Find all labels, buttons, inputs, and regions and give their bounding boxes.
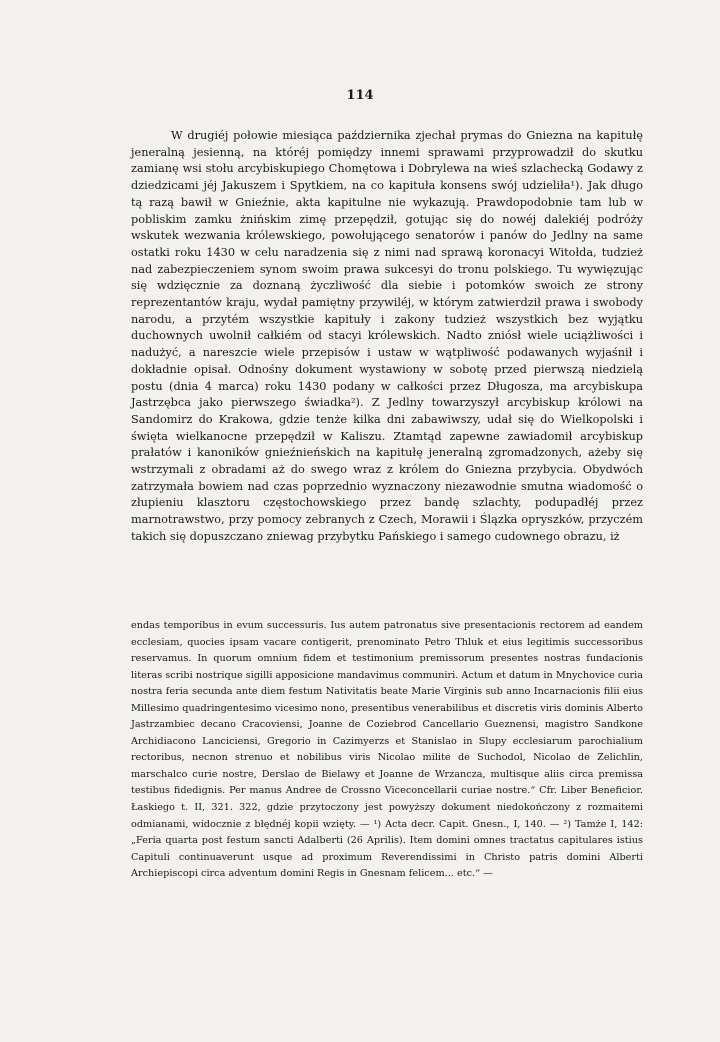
main-text: W drugiéj połowie miesiąca października zjechał prymas do Gniezna na kapitułę jeneralną jesienną, na któréj pomiędzy innemi sprawami przyprowadził do skutku zamianę wsi stołu arcybiskupiego Chomętowa i Dobrylewa na wieś szlachecką Godawy z dziedzicami jéj Jakuszem i Spytkiem, na co kapituła konsens swój udzieliła¹). Jak długo tą razą bawił w Gnieźnie, akta kapitulne nie wykazują. Prawdopodobnie tam lub w pobliskim zamku żnińskim zimę przepędził, gotując się do nowéj dalekiéj podróży wskutek wezwania królewskiego, powołującego senatorów i panów do Jedlny na same ostatki roku 1430 w celu naradzenia się z nimi nad sprawą koronacyi Witołda, tudzież nad zabezpieczeniem synom swoim prawa sukcesyi do tronu polskiego. Tu wywięzując się wdzięcznie za doznaną życzliwość dla siebie i potomków swoich ze strony reprezentantów kraju, wydał pamiętny przywiléj, w którym zatwierdził prawa i swobody narodu, a przytém wszystkie kapituły i zakony tudzież wszystkich bez wyjątku duchownych uwolnił całkiém od stacyi królewskich. Nadto zniósł wiele uciążliwości i nadużyć, a nareszcie wiele przepisów i ustaw w wątpliwość podawanych wyjaśnił i dokładnie opisał. Odnośny dokument wystawiony w sobotę przed pierwszą niedzielą postu (dnia 4 marca) roku 1430 podany w całkości przez Długosza, ma arcybiskupa Jastrzębca jako pierwszego świadka²). Z Jedlny towarzyszył arcybiskup królowi na Sandomirz do Krakowa, gdzie tenże kilka dni zabawiwszy, udał się do Wielkopolski i święta wielkanocne przepędził w Kaliszu. Ztamtąd zapewne zawiadomił arcybiskup prałatów i kanoników gnieźnieńskich na kapitułę jeneralną zgromadzonych, ażeby się wstrzymali z obradami aż do swego wraz z królem do Gniezna przybycia. Obydwóch zatrzymała bowiem nad czas poprzednio wyznaczony niezawodnie smutna wiadomość o złupieniu klasztoru częstochowskiego przez bandę szlachty, podupadłéj przez marnotrawstwo, przy pomocy zebranych z Czech, Morawii i Ślązka opryszków, przyczém takich się dopuszczano zniewag przybytku Pańskiego i samego cudownego obrazu, iż xyxy=(131,129,643,543)
page-number: 114 xyxy=(346,88,374,103)
footnotes: endas temporibus in evum successuris. Ius autem patronatus sive presentacionis rectorem ad eandem ecclesiam, quocies ipsam vacare contigerit, prenominato Petro Thluk et eius legitimis successoribus reservamus. In quorum omnium fidem et testimonium premissorum presentes nostras fundacionis literas scribi nostrique sigilli apposicione mandavimus communiri. Actum et datum in Mnychovice curia nostra feria secunda ante diem festum Nativitatis beate Marie Virginis sub anno Incarnacionis filii eius Millesimo quadringentesimo vicesimo nono, presentibus venerabilibus et discretis viris dominis Alberto Jastrzambiec decano Cracoviensi, Joanne de Coziebrod Cancellario Gueznensi, magistro Sandkone Archidiacono Lanciciensi, Gregorio in Cazimyerzs et Stanislao in Slupy ecclesiarum parochialium rectoribus, necnon strenuo et nobilibus viris Nicolao milite de Suchodol, Nicolao de Zelichlin, marschalco curie nostre, Derslao de Bielawy et Joanne de Wrzancza, multisque aliis circa premissa testibus fidedignis. Per manus Andree de Crossno Viceconcellarii curiae nostre.“ Cfr. Liber Beneficior. Łaskiego t. II, 321. 322, gdzie przytoczony jest powyższy dokument niedokończony z rozmaitemi odmianami, widocznie z błędnéj kopii wzięty. — ¹) Acta decr. Capit. Gnesn., I, 140. — ²) Tamże I, 142: „Feria quarta post festum sancti Adalberti (26 Aprilis). Item domini omnes tractatus capitulares istius Capituli continuaverunt usque ad proximum Reverendissimi in Christo patris domini Alberti Archiepiscopi circa adventum domini Regis in Gnesnam felicem... etc.“ — xyxy=(131,620,643,880)
